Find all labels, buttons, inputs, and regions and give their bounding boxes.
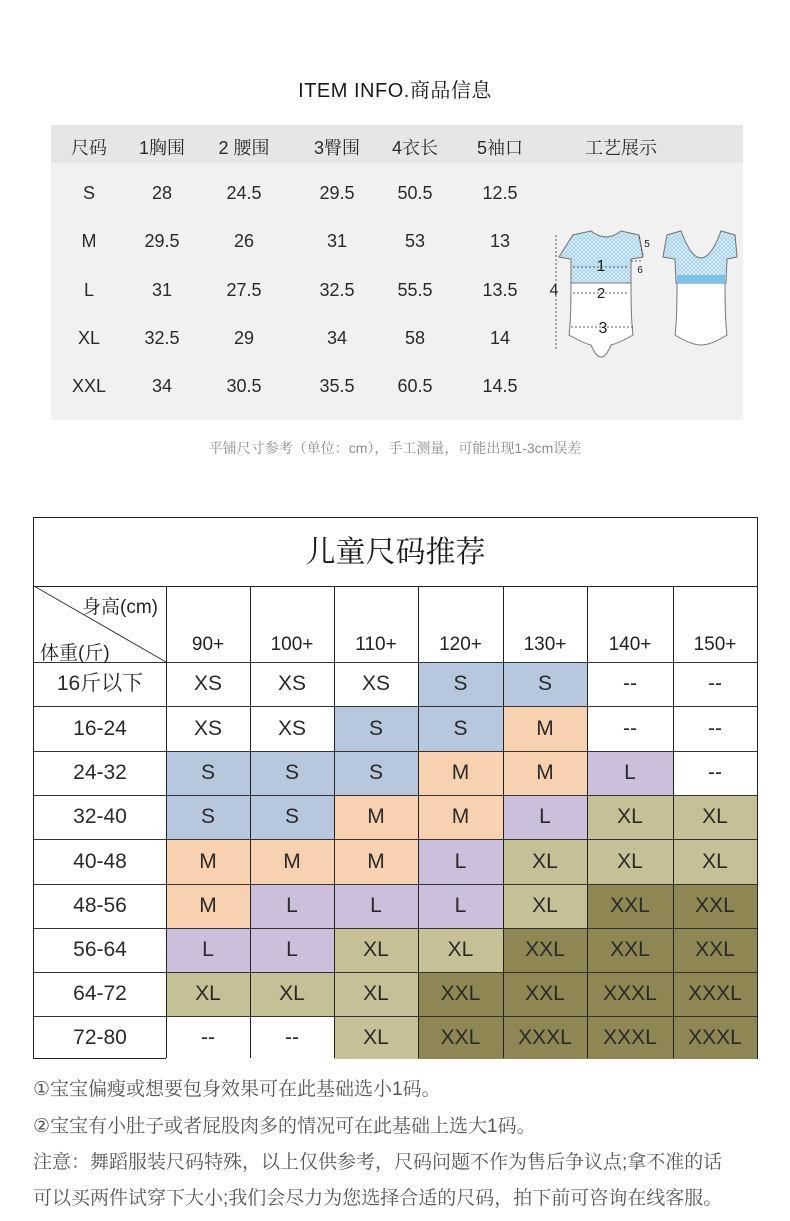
size-cell: XL — [503, 884, 587, 928]
size-info-cell: 14.5 — [482, 376, 518, 396]
header-hip: 3臀围 — [313, 138, 360, 158]
size-cell: XS — [250, 706, 334, 751]
size-cell: XS — [250, 662, 334, 706]
weight-row-label: 56-64 — [73, 938, 127, 961]
header-waist: 2 腰围 — [218, 138, 270, 158]
weight-row-label: 40-48 — [73, 850, 127, 873]
size-cell: M — [250, 839, 334, 884]
size-cell: L — [587, 751, 673, 795]
size-cell: -- — [673, 751, 757, 795]
size-info-cell: 58 — [404, 328, 426, 348]
size-cell: XXXL — [587, 1016, 673, 1059]
size-cell: M — [334, 839, 418, 884]
size-cell: XXXL — [587, 972, 673, 1016]
size-info-cell: 55.5 — [397, 280, 433, 300]
size-info-table — [51, 125, 743, 420]
weight-row-label: 64-72 — [73, 982, 127, 1005]
footnote-1: ①宝宝偏瘦或想要包身效果可在此基础选小1码。 — [33, 1079, 441, 1100]
size-info-cell: 14 — [489, 328, 511, 348]
size-cell: M — [166, 884, 250, 928]
size-cell: XS — [166, 706, 250, 751]
header-length: 4衣长 — [391, 138, 438, 158]
height-column-header: 150+ — [693, 634, 737, 655]
weight-row-label: 48-56 — [73, 894, 127, 917]
size-cell: XXL — [503, 928, 587, 972]
height-column-header: 110+ — [355, 634, 397, 655]
size-cell: XXXL — [673, 972, 757, 1016]
size-info-cell: 28 — [151, 183, 173, 203]
grid-divider — [34, 884, 757, 885]
grid-divider — [503, 586, 504, 1058]
grid-divider — [250, 586, 251, 1058]
size-cell: XL — [673, 839, 757, 884]
item-info-title: ITEM INFO.商品信息 — [298, 80, 492, 102]
grid-divider — [34, 662, 757, 663]
size-cell: XL — [250, 972, 334, 1016]
size-cell: L — [334, 884, 418, 928]
diagram-label-3: 3 — [598, 320, 608, 337]
height-column-header: 100+ — [270, 634, 314, 655]
size-cell: -- — [166, 1016, 250, 1059]
diagram-label-4: 4 — [549, 282, 559, 299]
size-recommendation-table — [33, 517, 758, 1059]
grid-divider — [673, 586, 674, 1058]
size-cell: M — [503, 706, 587, 751]
size-cell: S — [250, 795, 334, 839]
size-cell: S — [418, 706, 503, 751]
size-cell: XL — [587, 839, 673, 884]
size-cell: L — [418, 884, 503, 928]
size-cell: -- — [250, 1016, 334, 1059]
weight-row-label: 72-80 — [73, 1026, 127, 1049]
front-view — [550, 231, 651, 357]
size-info-cell: XXL — [71, 376, 107, 396]
grid-divider — [334, 586, 335, 1058]
size-info-cell: 29.5 — [144, 231, 180, 251]
size-info-cell: 24.5 — [226, 183, 262, 203]
size-cell: XXL — [503, 972, 587, 1016]
size-info-cell: M — [81, 231, 97, 251]
size-info-cell: S — [82, 183, 95, 203]
size-info-cell: 50.5 — [397, 183, 433, 203]
diagram-label-1: 1 — [596, 258, 606, 275]
size-cell: S — [334, 706, 418, 751]
grid-divider — [587, 586, 588, 1058]
size-cell: L — [503, 795, 587, 839]
size-info-cell: 32.5 — [319, 280, 355, 300]
size-cell: XL — [334, 972, 418, 1016]
footnote-3: 注意：舞蹈服装尺码特殊，以上仅供参考，尺码问题不作为售后争议点;拿不准的话 — [33, 1152, 723, 1173]
header-craft: 工艺展示 — [585, 138, 657, 158]
size-cell: -- — [587, 662, 673, 706]
size-info-cell: 34 — [151, 376, 173, 396]
weight-row-label: 16斤以下 — [56, 672, 144, 695]
size-info-header-row — [51, 125, 743, 163]
footnote-4: 可以买两件试穿下大小;我们会尽力为您选择合适的尺码，拍下前可咨询在线客服。 — [33, 1188, 723, 1209]
grid-divider — [34, 751, 757, 752]
size-cell: L — [418, 839, 503, 884]
size-cell: M — [503, 751, 587, 795]
size-cell: XL — [418, 928, 503, 972]
size-cell: XXL — [418, 972, 503, 1016]
size-cell: S — [250, 751, 334, 795]
size-cell: XXL — [587, 884, 673, 928]
height-axis-label: 身高(cm) — [82, 597, 158, 618]
weight-axis-label: 体重(斤) — [40, 643, 110, 664]
size-cell: XXL — [587, 928, 673, 972]
size-cell: XS — [334, 662, 418, 706]
size-cell: XL — [673, 795, 757, 839]
height-column-header: 130+ — [523, 634, 567, 655]
size-cell: XL — [587, 795, 673, 839]
size-cell: S — [418, 662, 503, 706]
height-column-header: 90+ — [191, 634, 225, 655]
size-cell: S — [166, 751, 250, 795]
size-cell: L — [166, 928, 250, 972]
size-cell: XL — [166, 972, 250, 1016]
size-info-cell: L — [83, 280, 94, 300]
size-info-cell: 27.5 — [226, 280, 262, 300]
size-info-cell: 31 — [326, 231, 348, 251]
size-info-cell: 12.5 — [482, 183, 518, 203]
size-info-cell: 13.5 — [482, 280, 518, 300]
weight-row-label: 16-24 — [73, 717, 127, 740]
size-cell: S — [166, 795, 250, 839]
header-cuff: 5袖口 — [476, 138, 523, 158]
grid-divider — [34, 795, 757, 796]
size-cell: XL — [334, 928, 418, 972]
size-cell: XXL — [673, 884, 757, 928]
grid-divider — [166, 586, 167, 1058]
size-info-cell: 32.5 — [144, 328, 180, 348]
size-cell: M — [166, 839, 250, 884]
height-column-header: 120+ — [439, 634, 482, 655]
size-info-cell: 30.5 — [226, 376, 262, 396]
grid-divider — [34, 972, 757, 973]
size-cell: -- — [673, 706, 757, 751]
back-view — [663, 231, 737, 345]
size-info-cell: 26 — [233, 231, 255, 251]
size-cell: XXXL — [673, 1016, 757, 1059]
size-cell: L — [250, 928, 334, 972]
size-cell: XXL — [418, 1016, 503, 1059]
measurement-note: 平铺尺寸参考（单位：cm），手工测量，可能出现1-3cm误差 — [208, 440, 582, 456]
diagram-label-6: 6 — [637, 265, 643, 276]
size-info-cell: 53 — [404, 231, 426, 251]
size-cell: XXXL — [503, 1016, 587, 1059]
grid-divider — [34, 839, 757, 840]
height-column-header: 140+ — [608, 634, 652, 655]
size-cell: M — [418, 795, 503, 839]
size-info-cell: 35.5 — [319, 376, 355, 396]
size-info-cell: 29.5 — [319, 183, 355, 203]
header-size: 尺码 — [71, 138, 107, 158]
size-cell: XS — [166, 662, 250, 706]
diagram-label-5: 5 — [644, 239, 650, 250]
size-cell: XL — [334, 1016, 418, 1059]
weight-row-label: 32-40 — [73, 805, 127, 828]
size-cell: S — [503, 662, 587, 706]
size-cell: XL — [503, 839, 587, 884]
size-cell: L — [250, 884, 334, 928]
size-cell: -- — [587, 706, 673, 751]
garment-diagram — [551, 225, 741, 365]
recommendation-title: 儿童尺码推荐 — [34, 518, 757, 587]
header-chest: 1胸围 — [138, 138, 185, 158]
footnote-2: ②宝宝有小肚子或者屁股肉多的情况可在此基础上选大1码。 — [33, 1116, 536, 1137]
size-info-cell: 34 — [326, 328, 348, 348]
size-info-cell: 13 — [489, 231, 511, 251]
diagram-label-2: 2 — [596, 285, 606, 302]
size-info-cell: XL — [77, 328, 101, 348]
size-cell: M — [334, 795, 418, 839]
size-cell: M — [418, 751, 503, 795]
size-cell: XXL — [673, 928, 757, 972]
grid-divider — [418, 586, 419, 1058]
size-info-cell: 31 — [151, 280, 173, 300]
size-cell: S — [334, 751, 418, 795]
grid-divider — [34, 1016, 757, 1017]
grid-divider — [34, 706, 757, 707]
weight-row-label: 24-32 — [73, 761, 127, 784]
size-info-cell: 29 — [233, 328, 255, 348]
size-info-cell: 60.5 — [397, 376, 433, 396]
grid-divider — [34, 928, 757, 929]
size-cell: -- — [673, 662, 757, 706]
